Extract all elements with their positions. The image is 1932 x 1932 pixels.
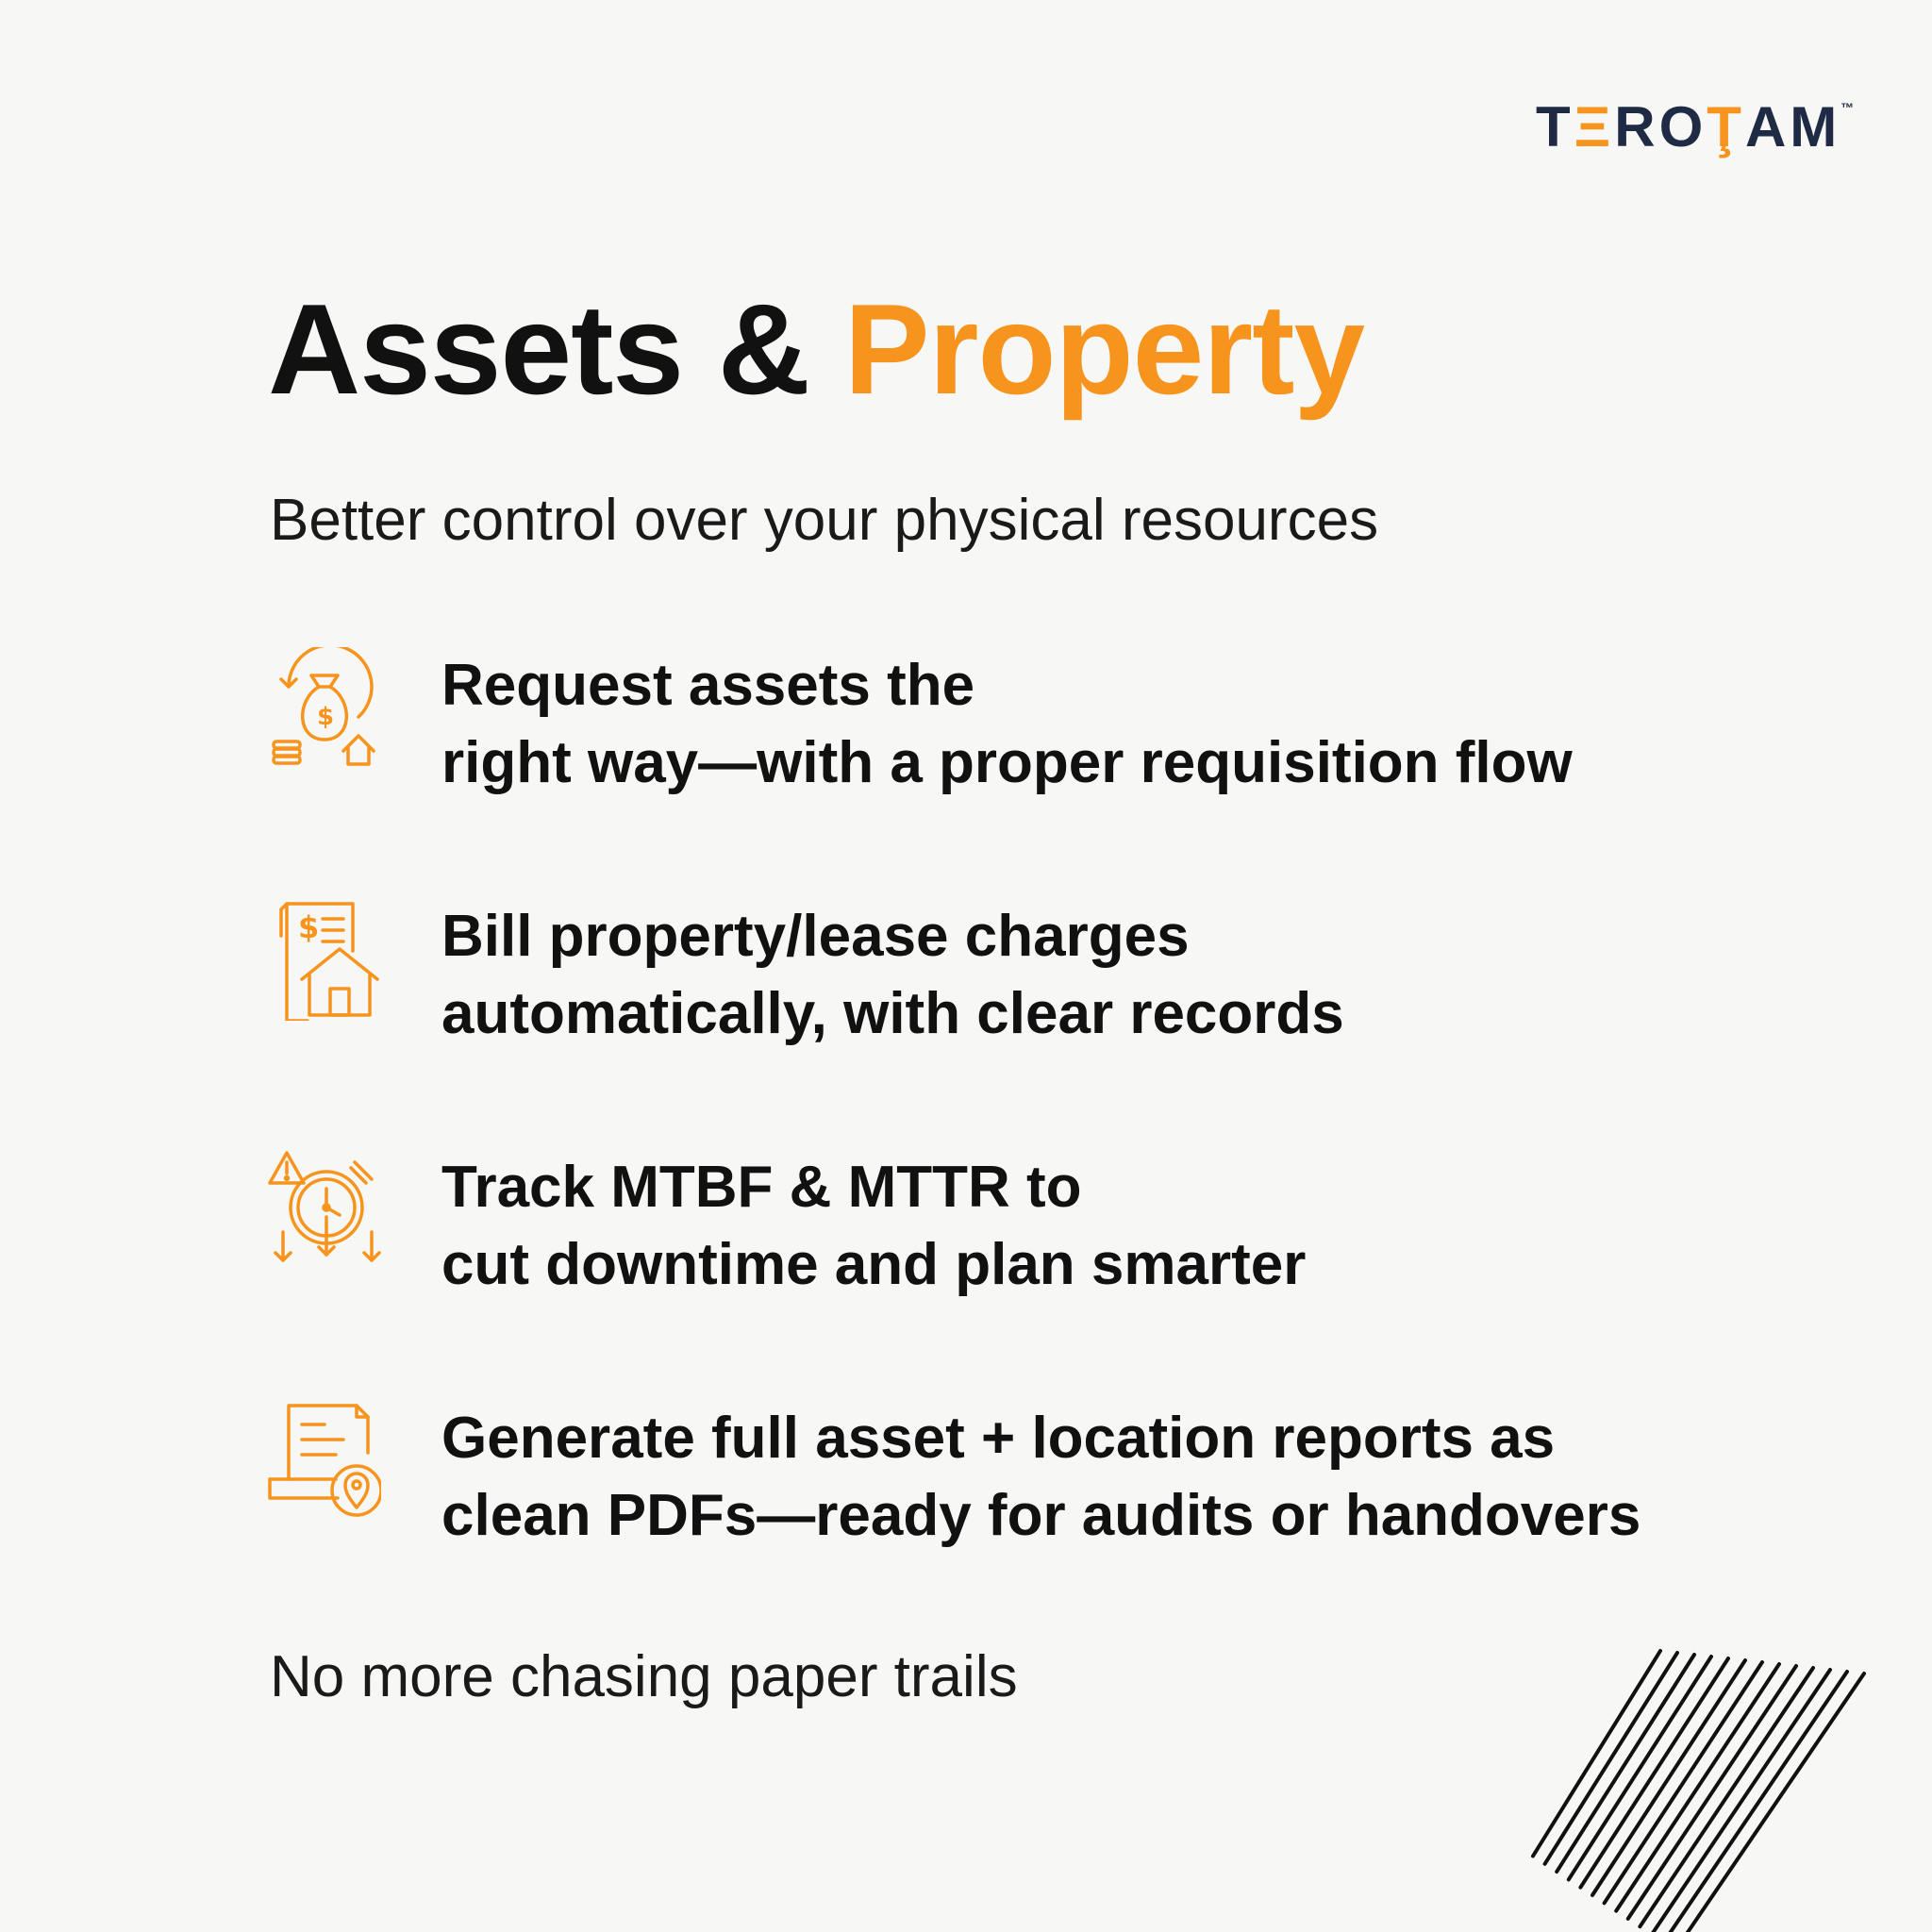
feature-text — [441, 1149, 1306, 1304]
feature-line-1: Request assets the — [441, 653, 975, 718]
page-title — [268, 278, 1364, 420]
closing-statement: No more chasing paper trails — [270, 1644, 1018, 1709]
feature-line-2: clean PDFs—ready for audits or handovers — [441, 1483, 1641, 1548]
subtitle: Better control over your physical resources — [270, 488, 1379, 553]
logo-letters-3: AM — [1744, 95, 1841, 158]
feature-item-mtbf-mttr — [268, 1149, 1702, 1309]
stripe-line — [1557, 1655, 1694, 1872]
logo-accent-2: Ţ — [1707, 95, 1745, 158]
feature-line-1: Generate full asset + location reports as — [441, 1406, 1556, 1471]
logo-letters-2: RO — [1614, 95, 1707, 158]
logo-letters-1: T — [1536, 95, 1574, 158]
feature-line-2: right way—with a proper requisition flow — [441, 730, 1573, 795]
svg-text:$: $ — [317, 703, 335, 731]
diagonal-stripes-decoration — [1434, 1641, 1932, 1932]
stripe-line — [1533, 1651, 1660, 1857]
feature-line-2: automatically, with clear records — [441, 981, 1344, 1046]
feature-item-requisition — [268, 647, 1702, 808]
feature-line-1: Track MTBF & MTTR to — [441, 1155, 1082, 1220]
title-part-1: Assets & — [268, 277, 844, 421]
stripe-line — [1628, 1666, 1796, 1919]
feature-item-reports — [268, 1400, 1702, 1560]
logo-accent-1: Ξ — [1574, 95, 1615, 158]
feature-text — [441, 1400, 1641, 1555]
bill-house-icon — [268, 898, 381, 1021]
trademark-symbol: ™ — [1840, 100, 1855, 115]
title-part-2: Property — [843, 277, 1365, 421]
feature-text — [441, 647, 1573, 802]
brand-logo — [1536, 94, 1854, 159]
alarm-clock-warning-icon — [268, 1149, 381, 1272]
stripe-line — [1664, 1672, 1847, 1932]
feature-item-billing — [268, 898, 1702, 1058]
feature-line-2: cut downtime and plan smarter — [441, 1232, 1307, 1297]
stripe-line — [1616, 1664, 1779, 1911]
document-location-icon — [268, 1400, 381, 1523]
money-bag-house-icon — [268, 647, 381, 770]
feature-text — [441, 898, 1344, 1053]
feature-line-1: Bill property/lease charges — [441, 904, 1190, 969]
svg-text:$: $ — [298, 909, 320, 945]
stripe-line — [1640, 1668, 1813, 1926]
stripe-line — [1545, 1653, 1677, 1864]
